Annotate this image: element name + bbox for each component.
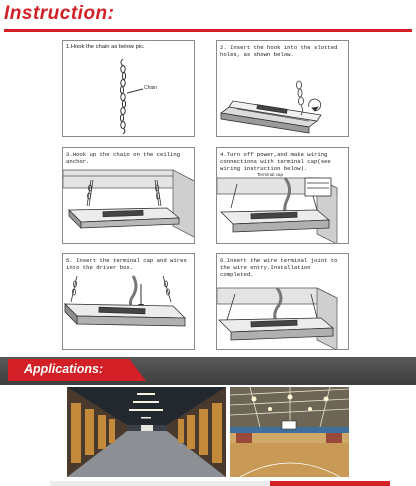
hook-insert-illustration <box>217 41 349 137</box>
completed-install-illustration <box>217 254 349 350</box>
step-3-panel <box>62 147 195 244</box>
warehouse-photo <box>67 387 226 477</box>
ceiling-hang-illustration <box>63 148 195 244</box>
step-2-panel <box>216 40 349 137</box>
wiring-illustration <box>217 148 349 244</box>
driver-box-illustration <box>63 254 195 350</box>
step-4-text: 4.Turn off power,and make wiring connections with terminal cap(see wiring instruction below). <box>220 151 331 172</box>
step-4-panel <box>216 147 349 244</box>
step-3-text: 3.Hook up the chain on the ceiling anchor. <box>66 151 181 165</box>
heading-rule <box>4 29 412 32</box>
step-1-text: 1.Hook the chain as below pic. <box>66 44 145 50</box>
step-6-panel <box>216 253 349 350</box>
footer-bar <box>0 479 416 486</box>
chain-illustration <box>63 41 195 137</box>
step-5-panel <box>62 253 195 350</box>
instruction-heading: Instruction: <box>4 3 115 24</box>
footer-rule <box>50 481 270 486</box>
footer-accent <box>270 481 390 486</box>
step-2-text: 2. Insert the hook into the slotted holes, as shown below. <box>220 44 338 58</box>
step-5-text: 5. Insert the terminal cap and wires into the driver box. <box>66 257 187 271</box>
step-1-panel <box>62 40 195 137</box>
chain-callout: Chain <box>144 85 158 91</box>
gymnasium-photo <box>230 387 349 477</box>
terminal-cap-callout: Terminal cap <box>257 172 284 177</box>
applications-heading: Applications: <box>24 362 104 376</box>
step-6-text: 6.Insert the wire terminal joint to the wire entry.Installation completed. <box>220 257 338 278</box>
